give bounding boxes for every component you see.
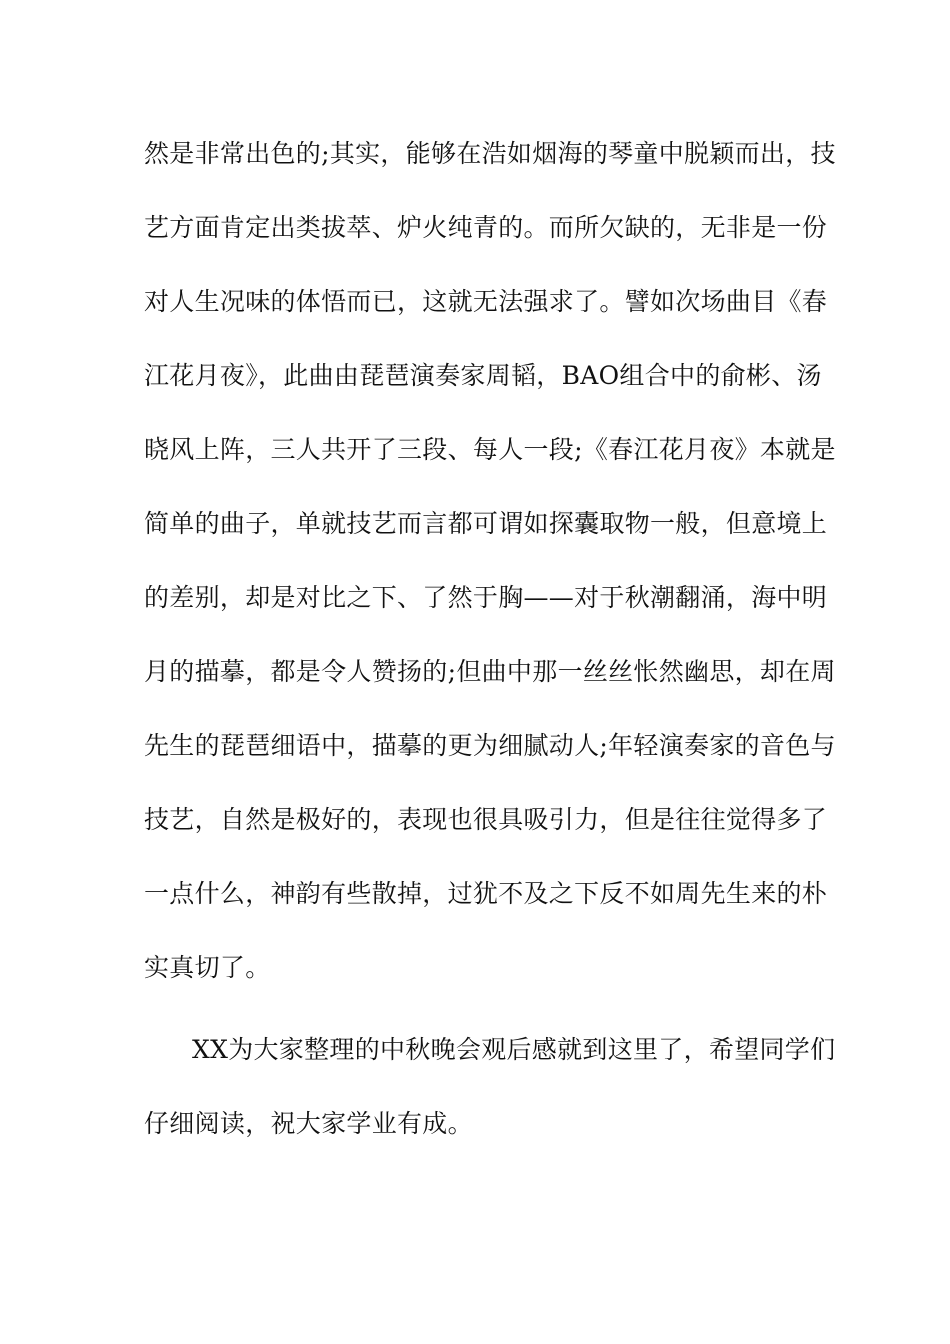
- text-line: 实真切了。: [144, 953, 271, 982]
- text-line: 先生的琵琶细语中，描摹的更为细腻动人;年轻演奏家的音色与: [144, 731, 836, 760]
- text-line: 对人生况味的体悟而已，这就无法强求了。譬如次场曲目《春: [144, 287, 828, 316]
- text-line: 江花月夜》，此曲由琵琶演奏家周韬，BAO组合中的俞彬、汤: [144, 361, 822, 390]
- text-line: XX为大家整理的中秋晚会观后感就到这里了，希望同学们: [192, 1035, 836, 1064]
- text-line: 的差别，却是对比之下、了然于胸——对于秋潮翻涌，海中明: [144, 583, 828, 612]
- text-line: 简单的曲子，单就技艺而言都可谓如探囊取物一般，但意境上: [144, 509, 828, 538]
- text-line: 仔细阅读，祝大家学业有成。: [144, 1109, 473, 1138]
- text-line: 月的描摹，都是令人赞扬的;但曲中那一丝丝怅然幽思，却在周: [144, 657, 836, 686]
- text-line: 然是非常出色的;其实，能够在浩如烟海的琴童中脱颖而出，技: [144, 139, 836, 168]
- text-line: 艺方面肯定出类拔萃、炉火纯青的。而所欠缺的，无非是一份: [144, 213, 828, 242]
- text-line: 技艺，自然是极好的，表现也很具吸引力，但是往往觉得多了: [144, 805, 828, 834]
- text-line: 一点什么，神韵有些散掉，过犹不及之下反不如周先生来的朴: [144, 879, 828, 908]
- text-line: 晓风上阵，三人共开了三段、每人一段;《春江花月夜》本就是: [144, 435, 836, 464]
